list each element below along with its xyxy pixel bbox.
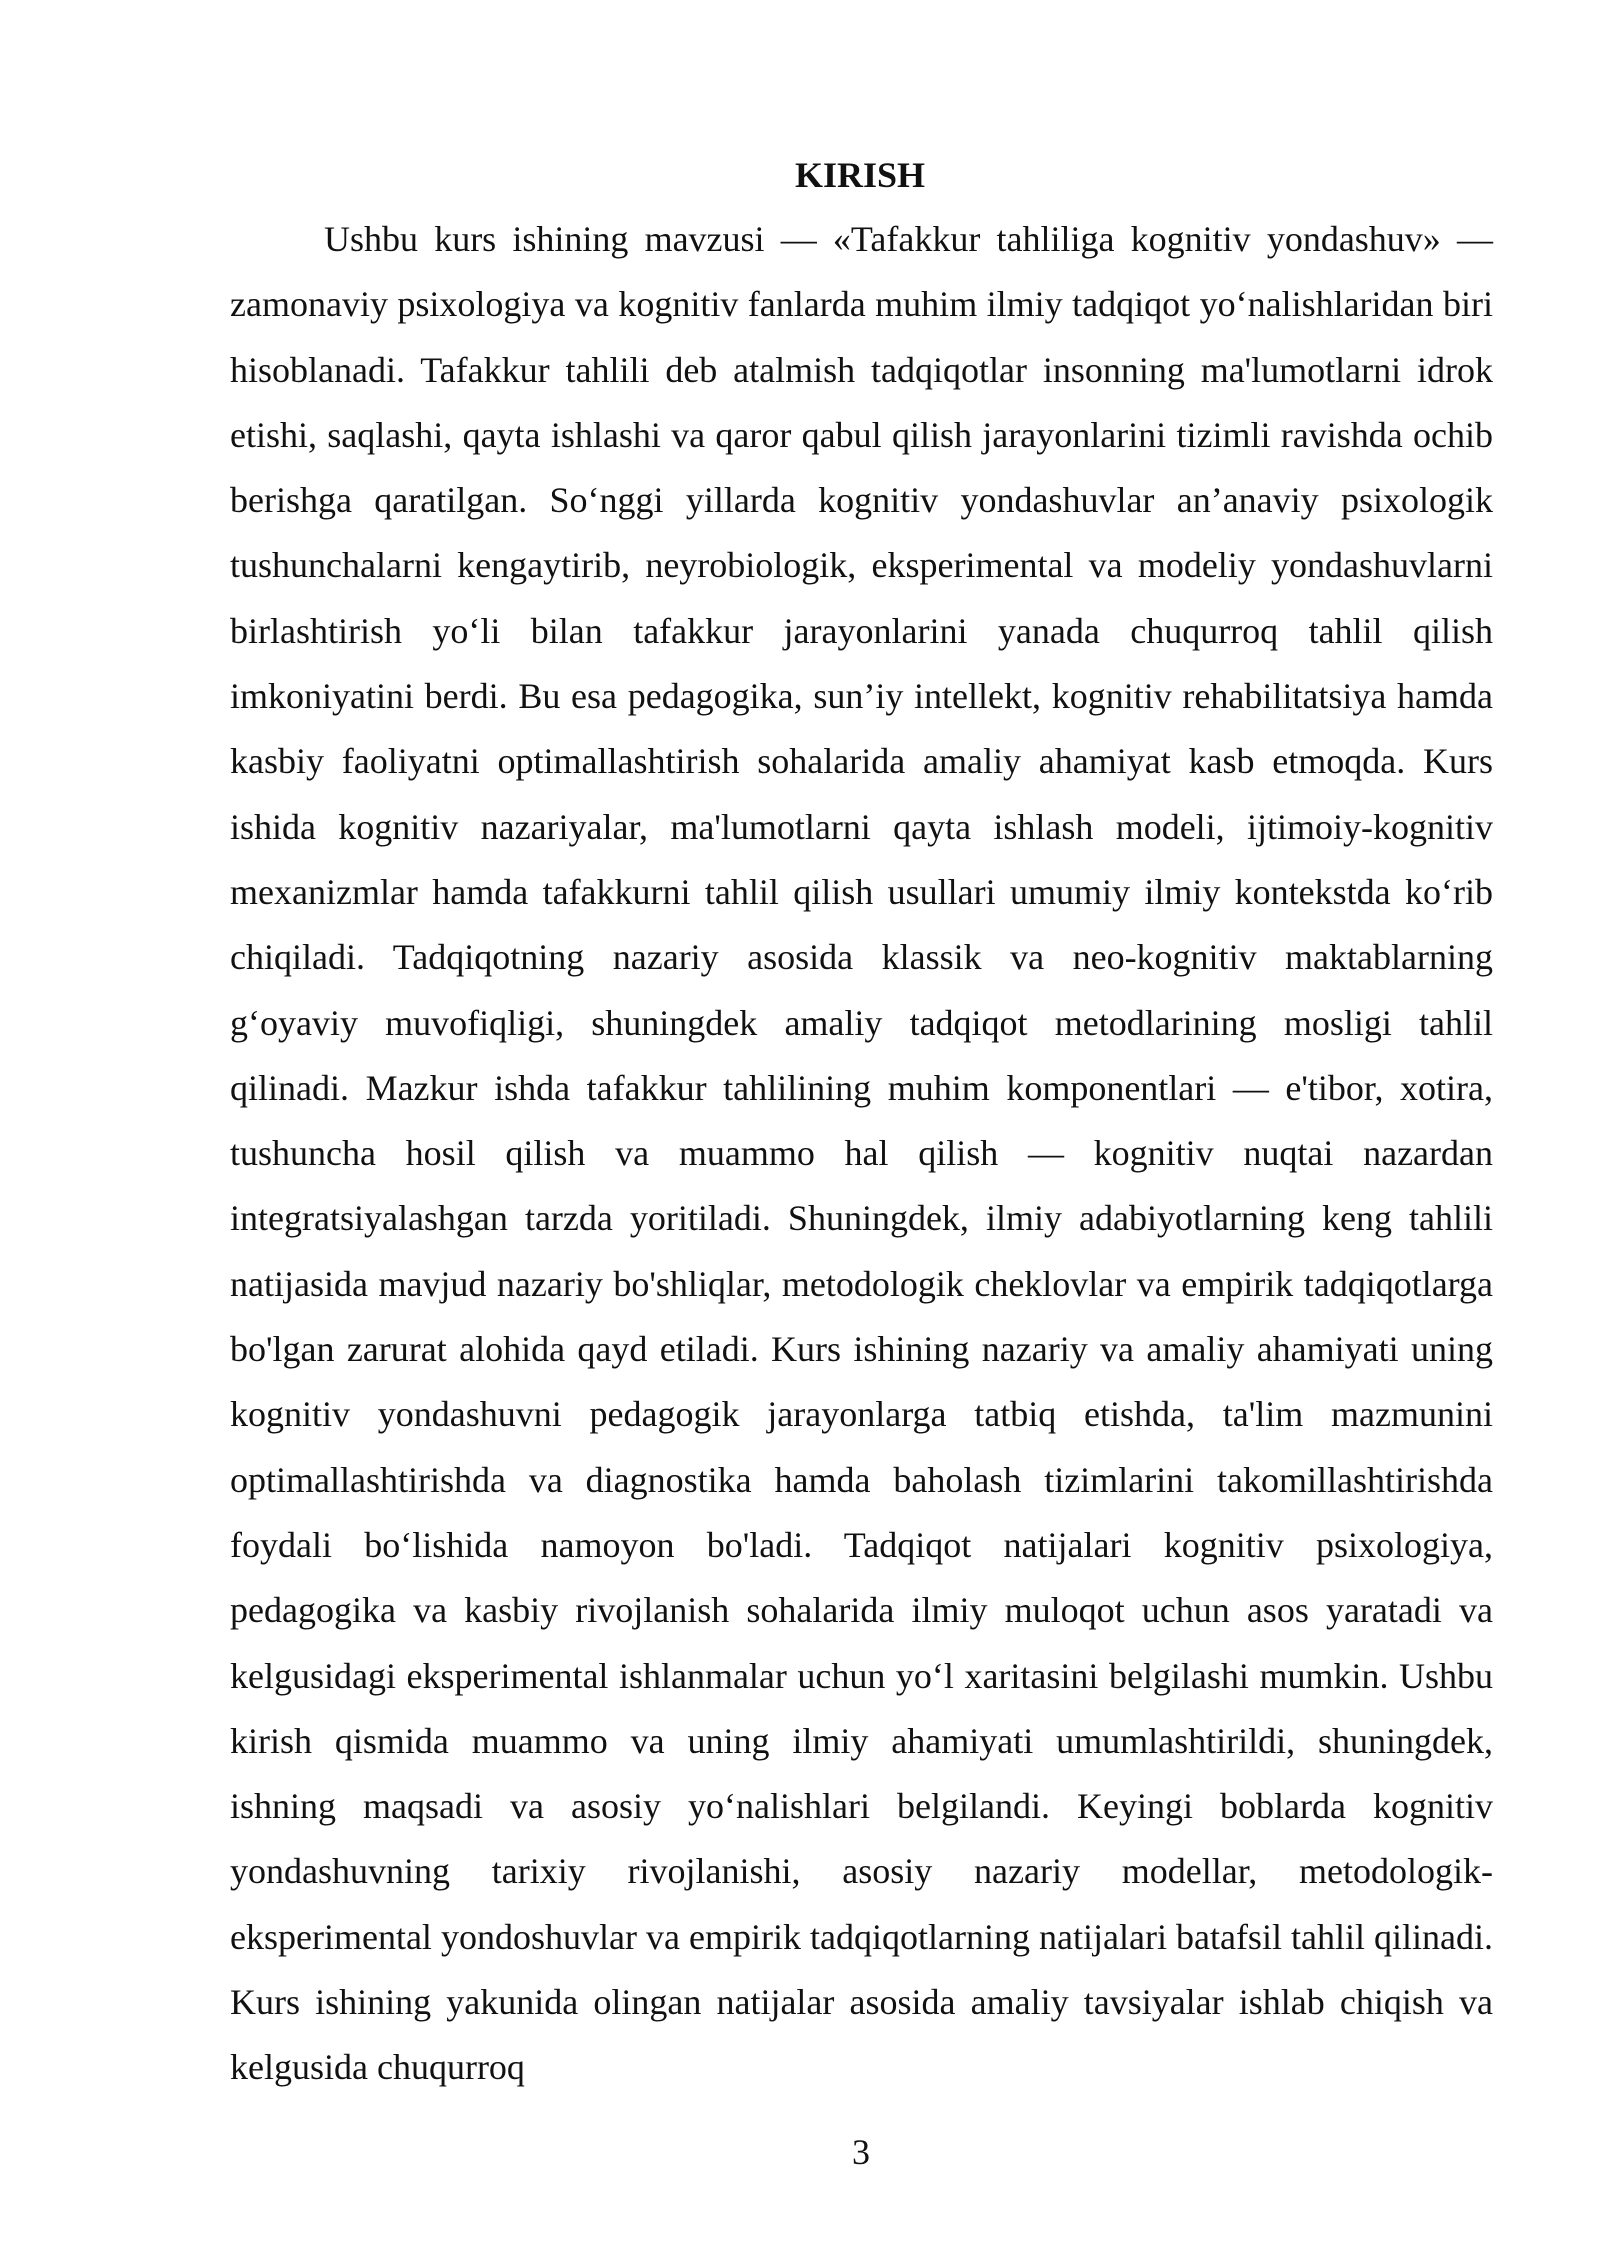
section-heading: KIRISH [794,155,926,195]
body-paragraph: Ushbu kurs ishining mavzusi — «Tafakkur tahliliga kognitiv yondashuv» — zamonaviy psixologiya va kognitiv fanlarda muhim ilmiy tadqiqot yo‘nalishlaridan biri hisoblanadi. Tafakkur tahlili deb atalmish tadqiqotlar insonning ma'lumotlarni idrok etishi, saqlashi, qayta ishlashi va qaror qabul qilish jarayonlarini tizimli ravishda ochib berishga qaratilgan. So‘nggi yillarda kognitiv yondashuvlar an’anaviy psixologik tushunchalarni kengaytirib, neyrobiologik, eksperimental va modeliy yondashuvlarni birlashtirish yo‘li bilan tafakkur jarayonlarini yanada chuqurroq tahlil qilish imkoniyatini berdi. Bu esa pedagogika, sun’iy intellekt, kognitiv rehabilitatsiya hamda kasbiy faoliyatni optimallashtirish sohalarida amaliy ahamiyat kasb etmoqda. Kurs ishida kognitiv nazariyalar, ma'lumotlarni qayta ishlash modeli, ijtimoiy-kognitiv mexanizmlar hamda tafakkurni tahlil qilish usullari umumiy ilmiy kontekstda ko‘rib chiqiladi. Tadqiqotning nazariy asosida klassik va neo-kognitiv maktablarning g‘oyaviy muvofiqligi, shuningdek amaliy tadqiqot metodlarining mosligi tahlil qilinadi. Mazkur ishda tafakkur tahlilining muhim komponentlari — e'tibor, xotira, tushuncha hosil qilish va muammo hal qilish — kognitiv nuqtai nazardan integratsiyalashgan tarzda yoritiladi. Shuningdek, ilmiy adabiyotlarning keng tahlili natijasida mavjud nazariy bo'shliqlar, metodologik cheklovlar va empirik tadqiqotlarga bo'lgan zarurat alohida qayd etiladi. Kurs ishining nazariy va amaliy ahamiyati uning kognitiv yondashuvni pedagogik jarayonlarga tatbiq etishda, ta'lim mazmunini optimallashtirishda va diagnostika hamda baholash tizimlarini takomillashtirishda foydali bo‘lishida namoyon bo'ladi. Tadqiqot natijalari kognitiv psixologiya, pedagogika va kasbiy rivojlanish sohalarida ilmiy muloqot uchun asos yaratadi va kelgusidagi eksperimental ishlanmalar uchun yo‘l xaritasini belgilashi mumkin. Ushbu kirish qismida muammo va uning ilmiy ahamiyati umumlashtirildi, shuningdek, ishning maqsadi va asosiy yo‘nalishlari belgilandi. Keyingi boblarda kognitiv yondashuvning tarixiy rivojlanishi, asosiy nazariy modellar, metodologik-eksperimental yondoshuvlar va empirik tadqiqotlarning natijalari batafsil tahlil qilinadi. Kurs ishining yakunida olingan natijalar asosida amaliy tavsiyalar ishlab chiqish va kelgusida chuqurroq [230,219,1493,2088]
page-number: 3 [852,2132,870,2172]
